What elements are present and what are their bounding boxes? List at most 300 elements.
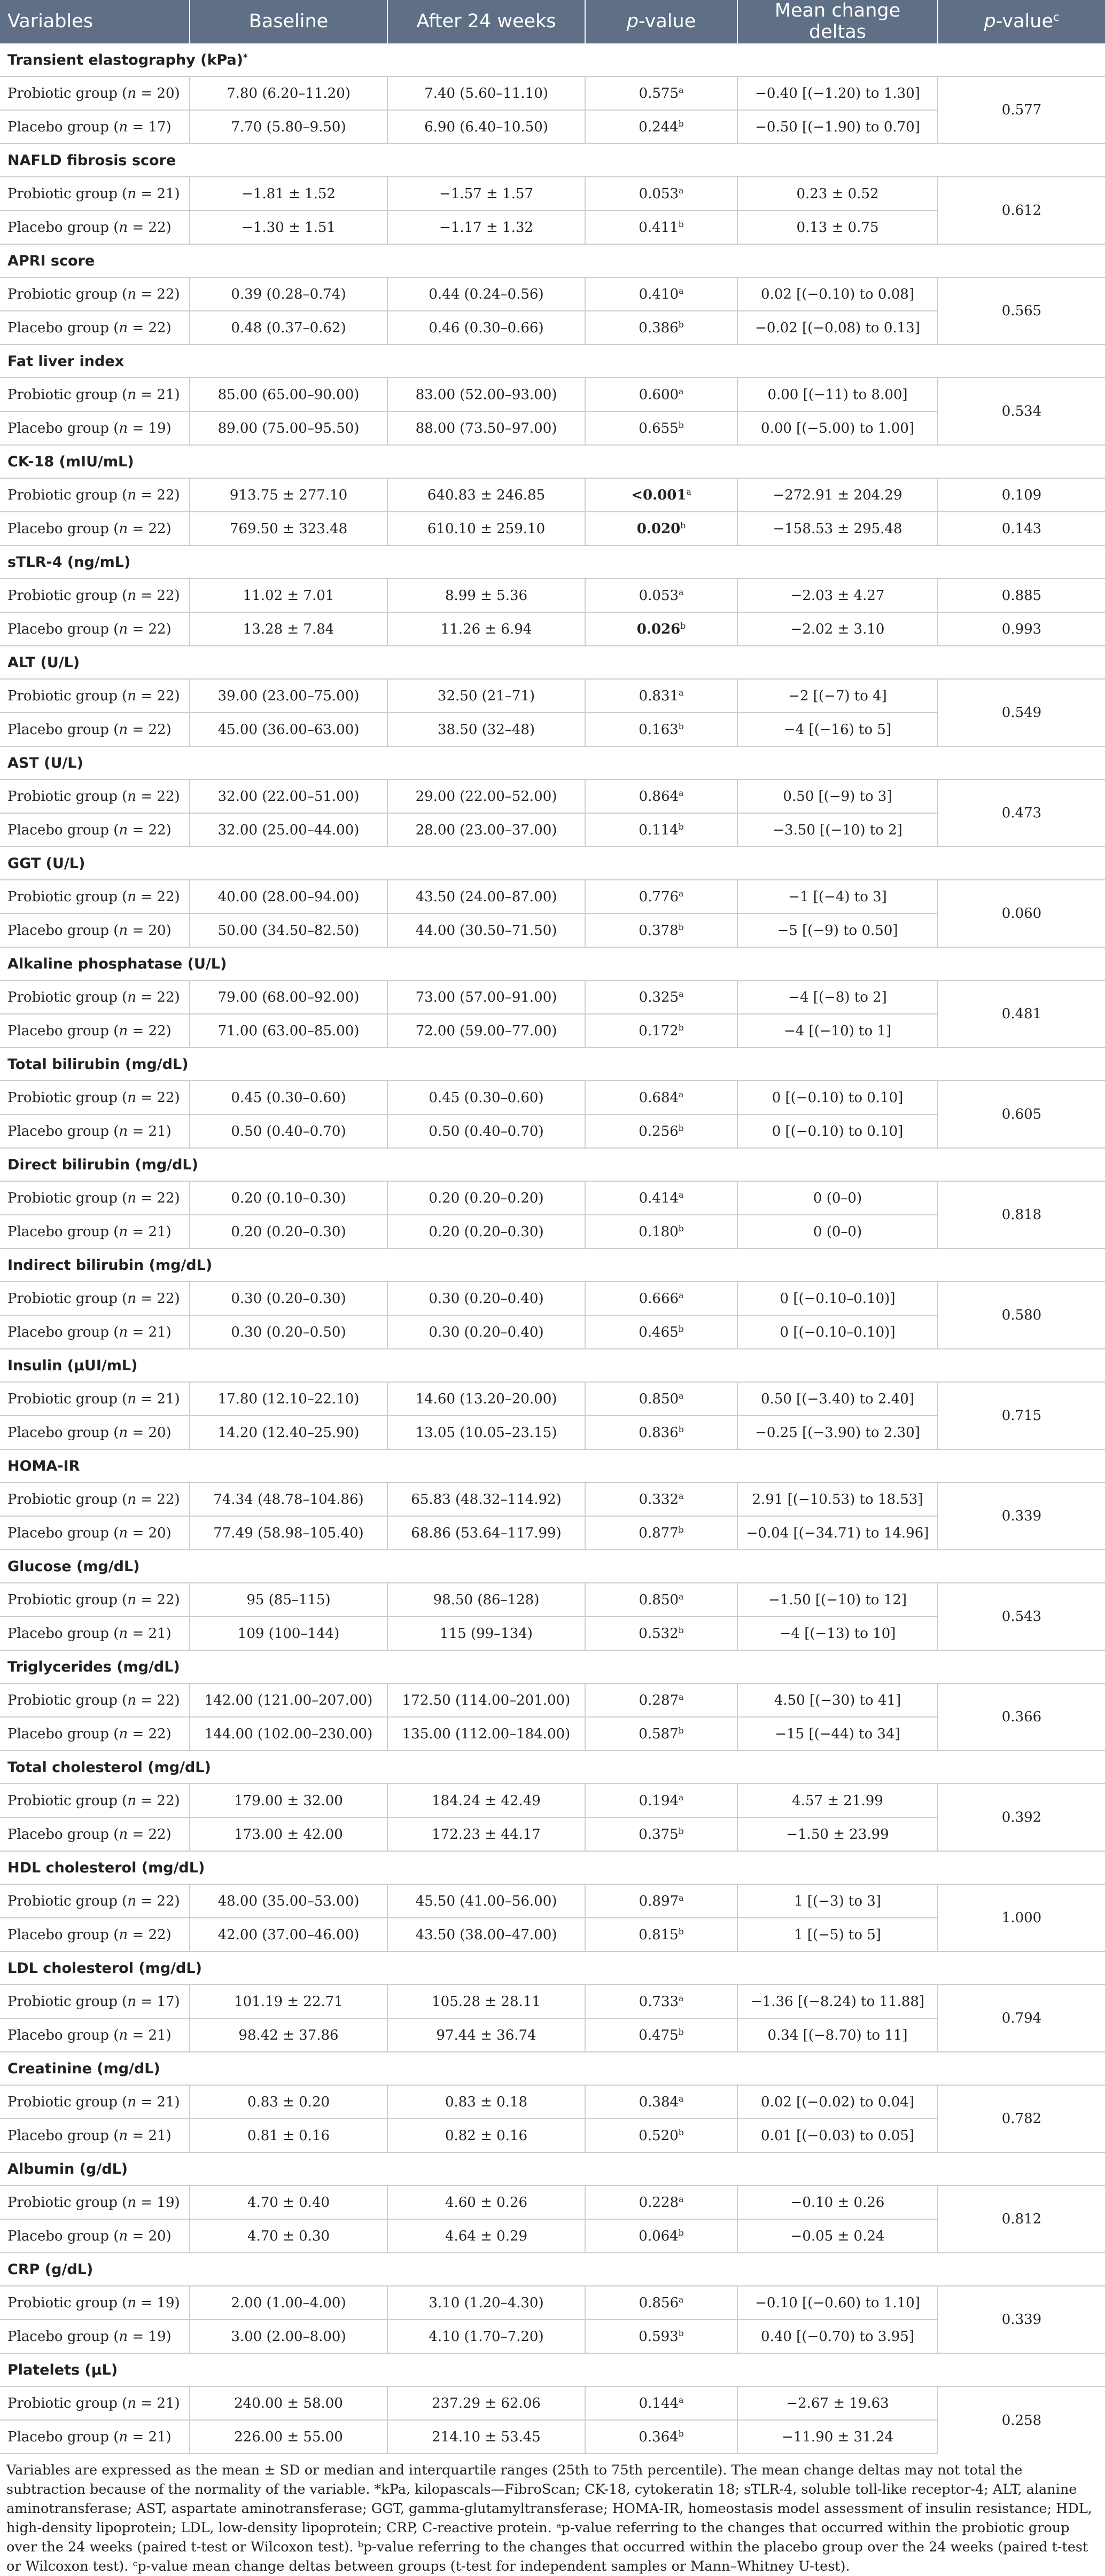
group-n: 22 <box>148 1022 166 1039</box>
group-label: Placebo group (n = 21) <box>0 2018 190 2052</box>
group-n: 19 <box>157 2294 175 2311</box>
p-value: 0.666 <box>639 1290 679 1307</box>
group-name: Placebo group <box>7 2228 109 2244</box>
n-letter: n <box>119 1223 128 1240</box>
p-value-sup: b <box>680 621 686 631</box>
group-n: 19 <box>148 420 166 436</box>
p-value: 0.378 <box>639 922 679 939</box>
after-value: 172.50 (114.00–201.00) <box>387 1683 585 1717</box>
baseline-value: 144.00 (102.00–230.00) <box>190 1717 387 1751</box>
p-value-cell <box>585 779 737 813</box>
p-value-sup: b <box>678 1726 684 1736</box>
p-value-sup: a <box>679 888 684 899</box>
mean-change-delta: −2.67 ± 19.63 <box>737 2386 938 2420</box>
after-value: 83.00 (52.00–93.00) <box>387 378 585 411</box>
section-title-cell <box>0 1650 1105 1683</box>
group-n: 22 <box>148 319 166 336</box>
baseline-value: −1.81 ± 1.52 <box>190 177 387 210</box>
p-value-sup: b <box>678 1525 684 1535</box>
after-value: 14.60 (13.20–20.00) <box>387 1382 585 1416</box>
after-value: 0.46 (0.30–0.66) <box>387 311 585 345</box>
baseline-value: 32.00 (22.00–51.00) <box>190 779 387 813</box>
after-value: 11.26 ± 6.94 <box>387 612 585 646</box>
section-title: Alkaline phosphatase (U/L) <box>7 955 227 972</box>
p-value-cell <box>585 311 737 345</box>
group-name: Probiotic group <box>7 1692 118 1708</box>
group-name: Probiotic group <box>7 1893 118 1909</box>
p-value-cell <box>585 1583 737 1617</box>
group-name: Probiotic group <box>7 2395 118 2411</box>
section-title-cell <box>0 947 1105 980</box>
baseline-value: 0.20 (0.20–0.30) <box>190 1215 387 1248</box>
baseline-value: 40.00 (28.00–94.00) <box>190 880 387 914</box>
section-title-cell <box>0 2353 1105 2386</box>
group-label: Probiotic group (n = 22) <box>0 1482 190 1516</box>
n-letter: n <box>119 520 128 537</box>
p-value-sup: a <box>679 1792 684 1802</box>
n-letter: n <box>127 1993 137 2010</box>
p-value-sup: b <box>678 1826 684 1836</box>
section-title-cell <box>0 1449 1105 1482</box>
group-name: Probiotic group <box>7 2094 118 2110</box>
section-header <box>0 646 1105 679</box>
after-value: 8.99 ± 5.36 <box>387 579 585 612</box>
section-title-sup: * <box>243 51 248 62</box>
group-name: Probiotic group <box>7 386 118 403</box>
p-value-sup: a <box>679 2094 684 2104</box>
group-label: Placebo group (n = 22) <box>0 1717 190 1751</box>
table-row <box>0 1382 1105 1416</box>
baseline-value: 4.70 ± 0.30 <box>190 2219 387 2253</box>
n-letter: n <box>127 2194 137 2211</box>
group-label: Probiotic group (n = 22) <box>0 779 190 813</box>
group-n: 22 <box>157 1089 175 1106</box>
p-value: 0.684 <box>639 1089 679 1106</box>
p-value: 0.836 <box>639 1424 679 1441</box>
group-n: 17 <box>157 1993 175 2010</box>
p-value-cell <box>585 713 737 746</box>
section-title-cell <box>0 43 1105 76</box>
n-letter: n <box>119 119 128 135</box>
n-letter: n <box>127 1792 137 1809</box>
section-title-cell <box>0 1349 1105 1382</box>
section-title-cell <box>0 1148 1105 1181</box>
group-name: Placebo group <box>7 1625 109 1642</box>
section-title: Triglycerides (mg/dL) <box>7 1658 180 1675</box>
baseline-value: 95 (85–115) <box>190 1583 387 1617</box>
p-value-cell <box>585 1717 737 1751</box>
table-row <box>0 1482 1105 1516</box>
section-title: GGT (U/L) <box>7 855 85 872</box>
p-value-sup: a <box>679 286 684 296</box>
group-name: Placebo group <box>7 420 109 436</box>
p-value-cell <box>585 1516 737 1550</box>
section-title-cell <box>0 345 1105 378</box>
section-header <box>0 847 1105 880</box>
section-title-cell <box>0 1048 1105 1081</box>
n-letter: n <box>119 922 128 939</box>
p-value-cell <box>585 2119 737 2152</box>
group-label: Placebo group (n = 22) <box>0 210 190 244</box>
after-value: 44.00 (30.50–71.50) <box>387 914 585 947</box>
p-value: 0.532 <box>639 1625 679 1642</box>
mean-change-delta: −0.40 [(−1.20) to 1.30] <box>737 76 938 110</box>
p-value-sup: a <box>679 1491 684 1501</box>
group-n: 22 <box>148 1726 166 1742</box>
section-header <box>0 2353 1105 2386</box>
p-value-cell <box>585 177 737 210</box>
p-value-sup: a <box>686 487 691 497</box>
p-value-sup: b <box>678 2328 684 2338</box>
group-label: Placebo group (n = 22) <box>0 1817 190 1851</box>
group-label: Probiotic group (n = 17) <box>0 1985 190 2018</box>
table-row <box>0 612 1105 646</box>
section-header <box>0 1851 1105 1884</box>
p-value-between: 0.818 <box>938 1181 1105 1248</box>
after-value: 135.00 (112.00–184.00) <box>387 1717 585 1751</box>
section-header <box>0 1449 1105 1482</box>
p-value-cell <box>585 478 737 512</box>
p-value-cell <box>585 1315 737 1349</box>
group-label: Placebo group (n = 22) <box>0 813 190 847</box>
p-value: 0.864 <box>639 788 679 805</box>
baseline-value: 85.00 (65.00–90.00) <box>190 378 387 411</box>
section-header <box>0 1248 1105 1282</box>
header-p2-suffix: -value <box>995 11 1053 32</box>
p-value: 0.287 <box>639 1692 679 1708</box>
baseline-value: 77.49 (58.98–105.40) <box>190 1516 387 1550</box>
after-value: 172.23 ± 44.17 <box>387 1817 585 1851</box>
p-value-sup: b <box>678 1625 684 1635</box>
p-value-cell <box>585 1114 737 1148</box>
baseline-value: −1.30 ± 1.51 <box>190 210 387 244</box>
baseline-value: 0.83 ± 0.20 <box>190 2085 387 2119</box>
group-n: 20 <box>148 922 166 939</box>
baseline-value: 142.00 (121.00–207.00) <box>190 1683 387 1717</box>
n-letter: n <box>127 1089 137 1106</box>
section-title: Insulin (µUI/mL) <box>7 1357 138 1374</box>
baseline-value: 45.00 (36.00–63.00) <box>190 713 387 746</box>
table-row <box>0 1181 1105 1215</box>
baseline-value: 109 (100–144) <box>190 1617 387 1650</box>
p-value: 0.244 <box>639 119 679 135</box>
group-label: Probiotic group (n = 21) <box>0 1382 190 1416</box>
p-value-between: 1.000 <box>938 1884 1105 1951</box>
baseline-value: 17.80 (12.10–22.10) <box>190 1382 387 1416</box>
p-value-cell <box>585 411 737 445</box>
p-value-between: 0.339 <box>938 1482 1105 1550</box>
p-value-cell <box>585 1985 737 2018</box>
mean-change-delta: 0.00 [(−11) to 8.00] <box>737 378 938 411</box>
baseline-value: 226.00 ± 55.00 <box>190 2420 387 2454</box>
group-name: Placebo group <box>7 1424 109 1441</box>
group-label: Placebo group (n = 19) <box>0 411 190 445</box>
n-letter: n <box>127 487 137 503</box>
table-header-row <box>0 0 1105 43</box>
p-value-sup: b <box>678 2027 684 2037</box>
mean-change-delta: −158.53 ± 295.48 <box>737 512 938 545</box>
n-letter: n <box>127 1491 137 1508</box>
baseline-value: 173.00 ± 42.00 <box>190 1817 387 1851</box>
after-value: 214.10 ± 53.45 <box>387 2420 585 2454</box>
group-name: Probiotic group <box>7 1089 118 1106</box>
group-name: Placebo group <box>7 1826 109 1843</box>
table-row <box>0 1282 1105 1315</box>
group-n: 21 <box>157 386 175 403</box>
table-row <box>0 679 1105 713</box>
table-row <box>0 177 1105 210</box>
group-n: 22 <box>148 219 166 236</box>
p-value-sup: b <box>678 219 684 229</box>
p-value-cell <box>585 2018 737 2052</box>
baseline-value: 48.00 (35.00–53.00) <box>190 1884 387 1918</box>
mean-change-delta: −15 [(−44) to 34] <box>737 1717 938 1751</box>
p-value-cell <box>585 1215 737 1248</box>
section-header <box>0 345 1105 378</box>
p-value-sup: a <box>679 1893 684 1903</box>
p-value-between: 0.794 <box>938 1985 1105 2052</box>
group-n: 20 <box>148 2228 166 2244</box>
section-title: Fat liver index <box>7 353 124 370</box>
p-value: 0.144 <box>639 2395 679 2411</box>
group-name: Placebo group <box>7 922 109 939</box>
p-value-between: 0.605 <box>938 1081 1105 1148</box>
mean-change-delta: 0 [(−0.10–0.10)] <box>737 1315 938 1349</box>
after-value: 68.86 (53.64–117.99) <box>387 1516 585 1550</box>
n-letter: n <box>119 2228 128 2244</box>
section-title: Creatinine (mg/dL) <box>7 2060 160 2077</box>
section-title-cell <box>0 646 1105 679</box>
n-letter: n <box>119 1022 128 1039</box>
p-value-sup: b <box>678 721 684 731</box>
group-name: Placebo group <box>7 1324 109 1340</box>
section-title-cell <box>0 545 1105 579</box>
p-value-sup: b <box>678 822 684 832</box>
p-value-sup: a <box>679 1993 684 2003</box>
p-value-cell <box>585 579 737 612</box>
group-name: Placebo group <box>7 2429 109 2445</box>
n-letter: n <box>119 721 128 738</box>
table-row <box>0 76 1105 110</box>
group-name: Placebo group <box>7 2027 109 2043</box>
n-letter: n <box>119 420 128 436</box>
mean-change-delta: −0.50 [(−1.90) to 0.70] <box>737 110 938 144</box>
p-value: 0.194 <box>639 1792 679 1809</box>
after-value: 29.00 (22.00–52.00) <box>387 779 585 813</box>
group-n: 21 <box>157 185 175 202</box>
group-n: 22 <box>148 822 166 838</box>
baseline-value: 0.30 (0.20–0.30) <box>190 1282 387 1315</box>
section-title-cell <box>0 445 1105 478</box>
p-value: 0.520 <box>639 2127 679 2144</box>
group-name: Placebo group <box>7 1022 109 1039</box>
after-value: 72.00 (59.00–77.00) <box>387 1014 585 1048</box>
p-value: 0.465 <box>639 1324 679 1340</box>
after-value: 0.44 (0.24–0.56) <box>387 277 585 311</box>
section-title: Indirect bilirubin (mg/dL) <box>7 1256 213 1274</box>
group-label: Probiotic group (n = 22) <box>0 679 190 713</box>
group-name: Placebo group <box>7 319 109 336</box>
section-title: Total cholesterol (mg/dL) <box>7 1759 211 1776</box>
section-title-cell <box>0 746 1105 779</box>
group-n: 22 <box>148 1926 166 1943</box>
group-n: 21 <box>148 1625 166 1642</box>
p-value-between: 0.060 <box>938 880 1105 947</box>
group-name: Placebo group <box>7 621 109 637</box>
group-name: Placebo group <box>7 2127 109 2144</box>
mean-change-delta: 0.02 [(−0.02) to 0.04] <box>737 2085 938 2119</box>
after-value: 45.50 (41.00–56.00) <box>387 1884 585 1918</box>
group-name: Placebo group <box>7 1223 109 1240</box>
group-label: Probiotic group (n = 19) <box>0 2185 190 2219</box>
p-value-cell <box>585 813 737 847</box>
p-value-sup: b <box>678 2228 684 2238</box>
mean-change-delta: −1.50 ± 23.99 <box>737 1817 938 1851</box>
n-letter: n <box>127 1591 137 1608</box>
mean-change-delta: −0.04 [(−34.71) to 14.96] <box>737 1516 938 1550</box>
after-value: 97.44 ± 36.74 <box>387 2018 585 2052</box>
section-title: AST (U/L) <box>7 754 83 771</box>
group-name: Placebo group <box>7 822 109 838</box>
p-value-sup: a <box>679 2194 684 2204</box>
table-body <box>0 43 1105 2454</box>
after-value: 38.50 (32–48) <box>387 713 585 746</box>
group-n: 22 <box>157 1491 175 1508</box>
mean-change-delta: −5 [(−9) to 0.50] <box>737 914 938 947</box>
p-value-between: 0.565 <box>938 277 1105 345</box>
group-n: 22 <box>157 1692 175 1708</box>
section-header <box>0 545 1105 579</box>
p-value-cell <box>585 1918 737 1951</box>
n-letter: n <box>119 1324 128 1340</box>
p-value: 0.877 <box>639 1525 679 1541</box>
p-value-cell <box>585 2085 737 2119</box>
group-label: Placebo group (n = 21) <box>0 2119 190 2152</box>
section-title: LDL cholesterol (mg/dL) <box>7 1960 202 1977</box>
mean-change-delta: 0 [(−0.10–0.10)] <box>737 1282 938 1315</box>
after-value: 115 (99–134) <box>387 1617 585 1650</box>
p-value: 0.020 <box>636 520 681 537</box>
p-value: 0.815 <box>639 1926 679 1943</box>
baseline-value: 101.19 ± 22.71 <box>190 1985 387 2018</box>
group-label: Probiotic group (n = 22) <box>0 1583 190 1617</box>
p-value-cell <box>585 1014 737 1048</box>
table-row <box>0 1583 1105 1617</box>
section-header <box>0 1148 1105 1181</box>
group-name: Probiotic group <box>7 85 118 102</box>
mean-change-delta: −4 [(−8) to 2] <box>737 980 938 1014</box>
p-value-sup: a <box>679 989 684 999</box>
table-row <box>0 1884 1105 1918</box>
group-n: 22 <box>148 621 166 637</box>
section-title-cell <box>0 847 1105 880</box>
section-title-cell <box>0 144 1105 177</box>
baseline-value: 71.00 (63.00–85.00) <box>190 1014 387 1048</box>
mean-change-delta: 0.02 [(−0.10) to 0.08] <box>737 277 938 311</box>
p-value-between: 0.473 <box>938 779 1105 847</box>
n-letter: n <box>127 85 137 102</box>
after-value: 3.10 (1.20–4.30) <box>387 2286 585 2320</box>
baseline-value: 7.70 (5.80–9.50) <box>190 110 387 144</box>
p-value-cell <box>585 980 737 1014</box>
p-value-cell <box>585 2386 737 2420</box>
group-label: Placebo group (n = 17) <box>0 110 190 144</box>
n-letter: n <box>127 888 137 905</box>
group-name: Probiotic group <box>7 1491 118 1508</box>
section-header <box>0 244 1105 277</box>
n-letter: n <box>119 2328 128 2345</box>
mean-change-delta: 0.00 [(−5.00) to 1.00] <box>737 411 938 445</box>
group-label: Placebo group (n = 21) <box>0 1215 190 1248</box>
p-value-cell <box>585 2286 737 2320</box>
p-value-sup: a <box>679 1391 684 1401</box>
table-row <box>0 2185 1105 2219</box>
p-value-cell <box>585 512 737 545</box>
group-n: 22 <box>157 587 175 604</box>
baseline-value: 0.30 (0.20–0.50) <box>190 1315 387 1349</box>
section-header <box>0 144 1105 177</box>
n-letter: n <box>127 286 137 302</box>
group-label: Probiotic group (n = 22) <box>0 1884 190 1918</box>
group-label: Placebo group (n = 20) <box>0 914 190 947</box>
p-value: 0.180 <box>639 1223 679 1240</box>
baseline-value: 2.00 (1.00–4.00) <box>190 2286 387 2320</box>
after-value: 73.00 (57.00–91.00) <box>387 980 585 1014</box>
mean-change-delta: 0.01 [(−0.03) to 0.05] <box>737 2119 938 2152</box>
n-letter: n <box>127 185 137 202</box>
mean-change-delta: −0.25 [(−3.90) to 2.30] <box>737 1416 938 1449</box>
after-value: 98.50 (86–128) <box>387 1583 585 1617</box>
group-n: 22 <box>157 888 175 905</box>
group-label: Placebo group (n = 21) <box>0 1617 190 1650</box>
p-value-cell <box>585 2420 737 2454</box>
mean-change-delta: −0.02 [(−0.08) to 0.13] <box>737 311 938 345</box>
group-n: 21 <box>157 2094 175 2110</box>
baseline-value: 0.48 (0.37–0.62) <box>190 311 387 345</box>
p-value: 0.364 <box>639 2429 679 2445</box>
p-value-cell <box>585 1817 737 1851</box>
p-value-between: 0.885 <box>938 579 1105 612</box>
p-value-sup: a <box>679 1692 684 1702</box>
header-p-value <box>585 0 737 43</box>
section-title: Transient elastography (kPa) <box>7 51 244 68</box>
group-n: 22 <box>157 1190 175 1206</box>
p-value-between: 0.993 <box>938 612 1105 646</box>
p-value-sup: a <box>679 2294 684 2305</box>
p-value-sup: b <box>678 319 684 330</box>
section-header <box>0 1650 1105 1683</box>
after-value: 4.60 ± 0.26 <box>387 2185 585 2219</box>
p-value: 0.850 <box>639 1591 679 1608</box>
p-value: 0.897 <box>639 1893 679 1909</box>
group-label: Probiotic group (n = 22) <box>0 1683 190 1717</box>
mean-change-delta: −0.10 [(−0.60) to 1.10] <box>737 2286 938 2320</box>
section-header <box>0 1349 1105 1382</box>
after-value: 32.50 (21–71) <box>387 679 585 713</box>
p-value-sup: b <box>678 1123 684 1133</box>
p-value: 0.228 <box>639 2194 679 2211</box>
baseline-value: 3.00 (2.00–8.00) <box>190 2320 387 2353</box>
p-value: 0.575 <box>639 85 679 102</box>
after-value: 28.00 (23.00–37.00) <box>387 813 585 847</box>
baseline-value: 39.00 (23.00–75.00) <box>190 679 387 713</box>
header-p2-letter: p <box>984 11 996 32</box>
mean-change-delta: −1 [(−4) to 3] <box>737 880 938 914</box>
table-row <box>0 880 1105 914</box>
group-name: Probiotic group <box>7 888 118 905</box>
n-letter: n <box>119 822 128 838</box>
p-value: 0.386 <box>639 319 679 336</box>
